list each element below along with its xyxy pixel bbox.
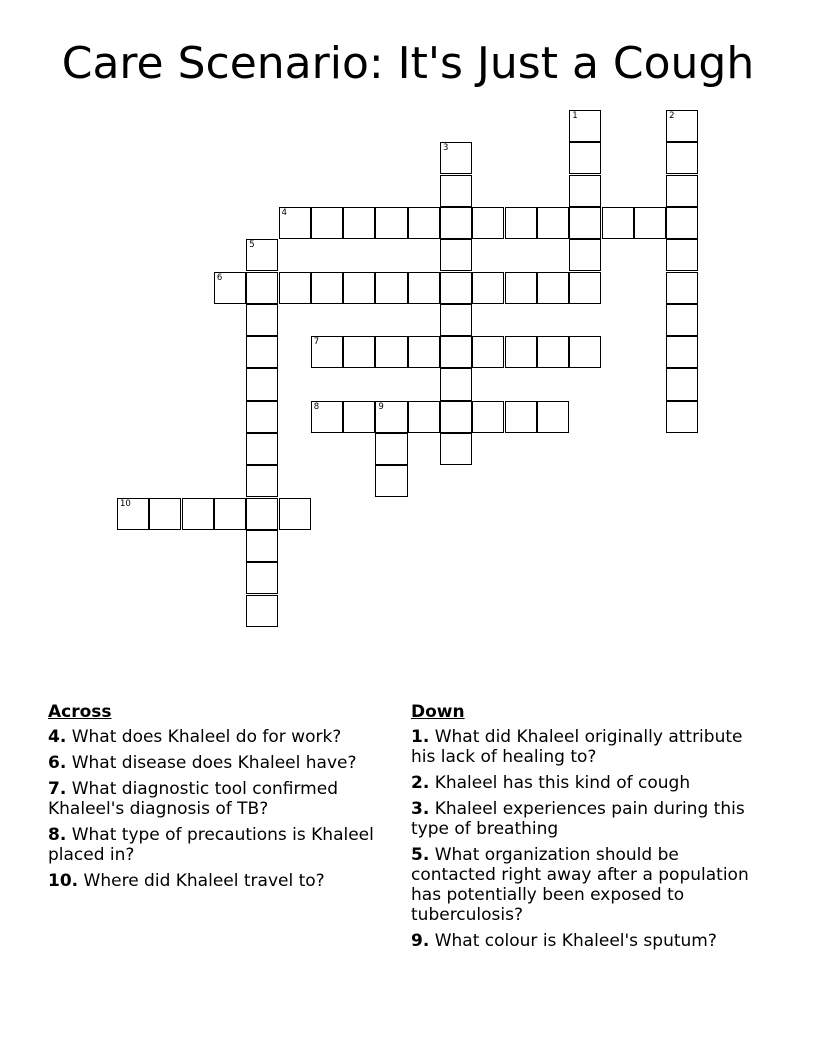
crossword-cell[interactable] [246,498,278,530]
clue-down: 3. Khaleel experiences pain during this type of breathing [411,799,745,839]
clue-number: 2 [669,111,675,121]
crossword-cell[interactable] [311,272,343,304]
crossword-cell[interactable] [666,239,698,271]
crossword-cell[interactable] [634,207,666,239]
clue-down: 9. What colour is Khaleel's sputum? [411,931,717,951]
crossword-cell[interactable] [343,272,375,304]
clue-across: 7. What diagnostic tool confirmed Khaleel's diagnosis of TB? [48,779,338,819]
clue-down: 1. What did Khaleel originally attribute his lack of healing to? [411,727,743,767]
crossword-cell[interactable] [246,595,278,627]
crossword-cell[interactable] [408,207,440,239]
crossword-cell[interactable] [311,207,343,239]
crossword-cell[interactable] [569,336,601,368]
clue-across: 10. Where did Khaleel travel to? [48,871,325,891]
crossword-cell[interactable] [246,304,278,336]
crossword-cell[interactable] [279,498,311,530]
crossword-cell[interactable] [214,272,246,304]
crossword-cell[interactable] [505,272,537,304]
crossword-cell[interactable] [569,142,601,174]
crossword-cell[interactable] [666,207,698,239]
crossword-cell[interactable] [602,207,634,239]
crossword-cell[interactable] [440,207,472,239]
crossword-cell[interactable] [472,401,504,433]
crossword-cell[interactable] [279,207,311,239]
crossword-cell[interactable] [246,401,278,433]
clue-number: 6 [216,272,223,283]
clue-across: 6. What disease does Khaleel have? [48,753,357,773]
crossword-cell[interactable] [311,336,343,368]
clue-number: 9 [378,401,384,412]
crossword-cell[interactable] [472,272,504,304]
clue-number: 3 [443,143,449,154]
crossword-cell[interactable] [440,272,472,304]
crossword-cell[interactable] [311,401,343,433]
crossword-cell[interactable] [246,433,278,465]
crossword-cell[interactable] [246,272,278,304]
crossword-cell[interactable] [440,304,472,336]
crossword-cell[interactable] [569,239,601,271]
crossword-cell[interactable] [666,401,698,433]
crossword-cell[interactable] [537,336,569,368]
crossword-cell[interactable] [505,401,537,433]
crossword-cell[interactable] [343,401,375,433]
clue-number: 10 [120,498,131,509]
clue-number: 7 [313,337,320,348]
crossword-cell[interactable] [375,401,407,433]
page-title: Care Scenario: It's Just a Cough [61,38,755,89]
crossword-cell[interactable] [408,272,440,304]
crossword-cell[interactable] [375,433,407,465]
clue-number: 1 [572,111,578,121]
crossword-cell[interactable] [246,336,278,368]
crossword-cell[interactable] [569,175,601,207]
crossword-cell[interactable] [375,465,407,497]
crossword-cell[interactable] [569,207,601,239]
crossword-cell[interactable] [666,142,698,174]
crossword-cell[interactable] [666,272,698,304]
crossword-cell[interactable] [472,207,504,239]
crossword-cell[interactable] [440,433,472,465]
crossword-cell[interactable] [375,207,407,239]
crossword-cell[interactable] [537,207,569,239]
crossword-cell[interactable] [440,401,472,433]
crossword-cell[interactable] [440,142,472,174]
crossword-cell[interactable] [408,336,440,368]
crossword-cell[interactable] [408,401,440,433]
clue-number: 5 [249,240,255,251]
clue-down: 5. What organization should be contacted right away after a population has potentially been exposed to tuberculosis? [411,845,749,925]
crossword-cell[interactable] [440,239,472,271]
crossword-cell[interactable] [246,465,278,497]
crossword-cell[interactable] [666,336,698,368]
across-heading: Across [48,702,112,722]
across-clues [48,701,388,897]
crossword-cell[interactable] [375,336,407,368]
crossword-cell[interactable] [666,110,698,142]
crossword-cell[interactable] [149,498,181,530]
crossword-cell[interactable] [214,498,246,530]
crossword-cell[interactable] [537,272,569,304]
crossword-cell[interactable] [569,110,601,142]
clue-across: 4. What does Khaleel do for work? [48,727,342,747]
clue-number: 8 [313,401,320,412]
crossword-cell[interactable] [246,562,278,594]
crossword-cell[interactable] [279,272,311,304]
crossword-cell[interactable] [182,498,214,530]
crossword-cell[interactable] [537,401,569,433]
crossword-cell[interactable] [666,175,698,207]
crossword-cell[interactable] [569,272,601,304]
crossword-cell[interactable] [246,368,278,400]
down-clues [411,701,751,957]
crossword-cell[interactable] [440,175,472,207]
clue-down: 2. Khaleel has this kind of cough [411,773,691,793]
crossword-cell[interactable] [440,368,472,400]
crossword-cell[interactable] [666,304,698,336]
clue-number: 4 [281,207,287,218]
crossword-cell[interactable] [472,336,504,368]
crossword-cell[interactable] [246,239,278,271]
crossword-cell[interactable] [440,336,472,368]
clue-across: 8. What type of precautions is Khaleel placed in? [48,825,374,865]
crossword-cell[interactable] [117,498,149,530]
down-heading: Down [411,702,465,722]
crossword-cell[interactable] [343,336,375,368]
crossword-cell[interactable] [505,336,537,368]
crossword-cell[interactable] [246,530,278,562]
crossword-cell[interactable] [505,207,537,239]
crossword-cell[interactable] [666,368,698,400]
crossword-cell[interactable] [375,272,407,304]
crossword-cell[interactable] [343,207,375,239]
